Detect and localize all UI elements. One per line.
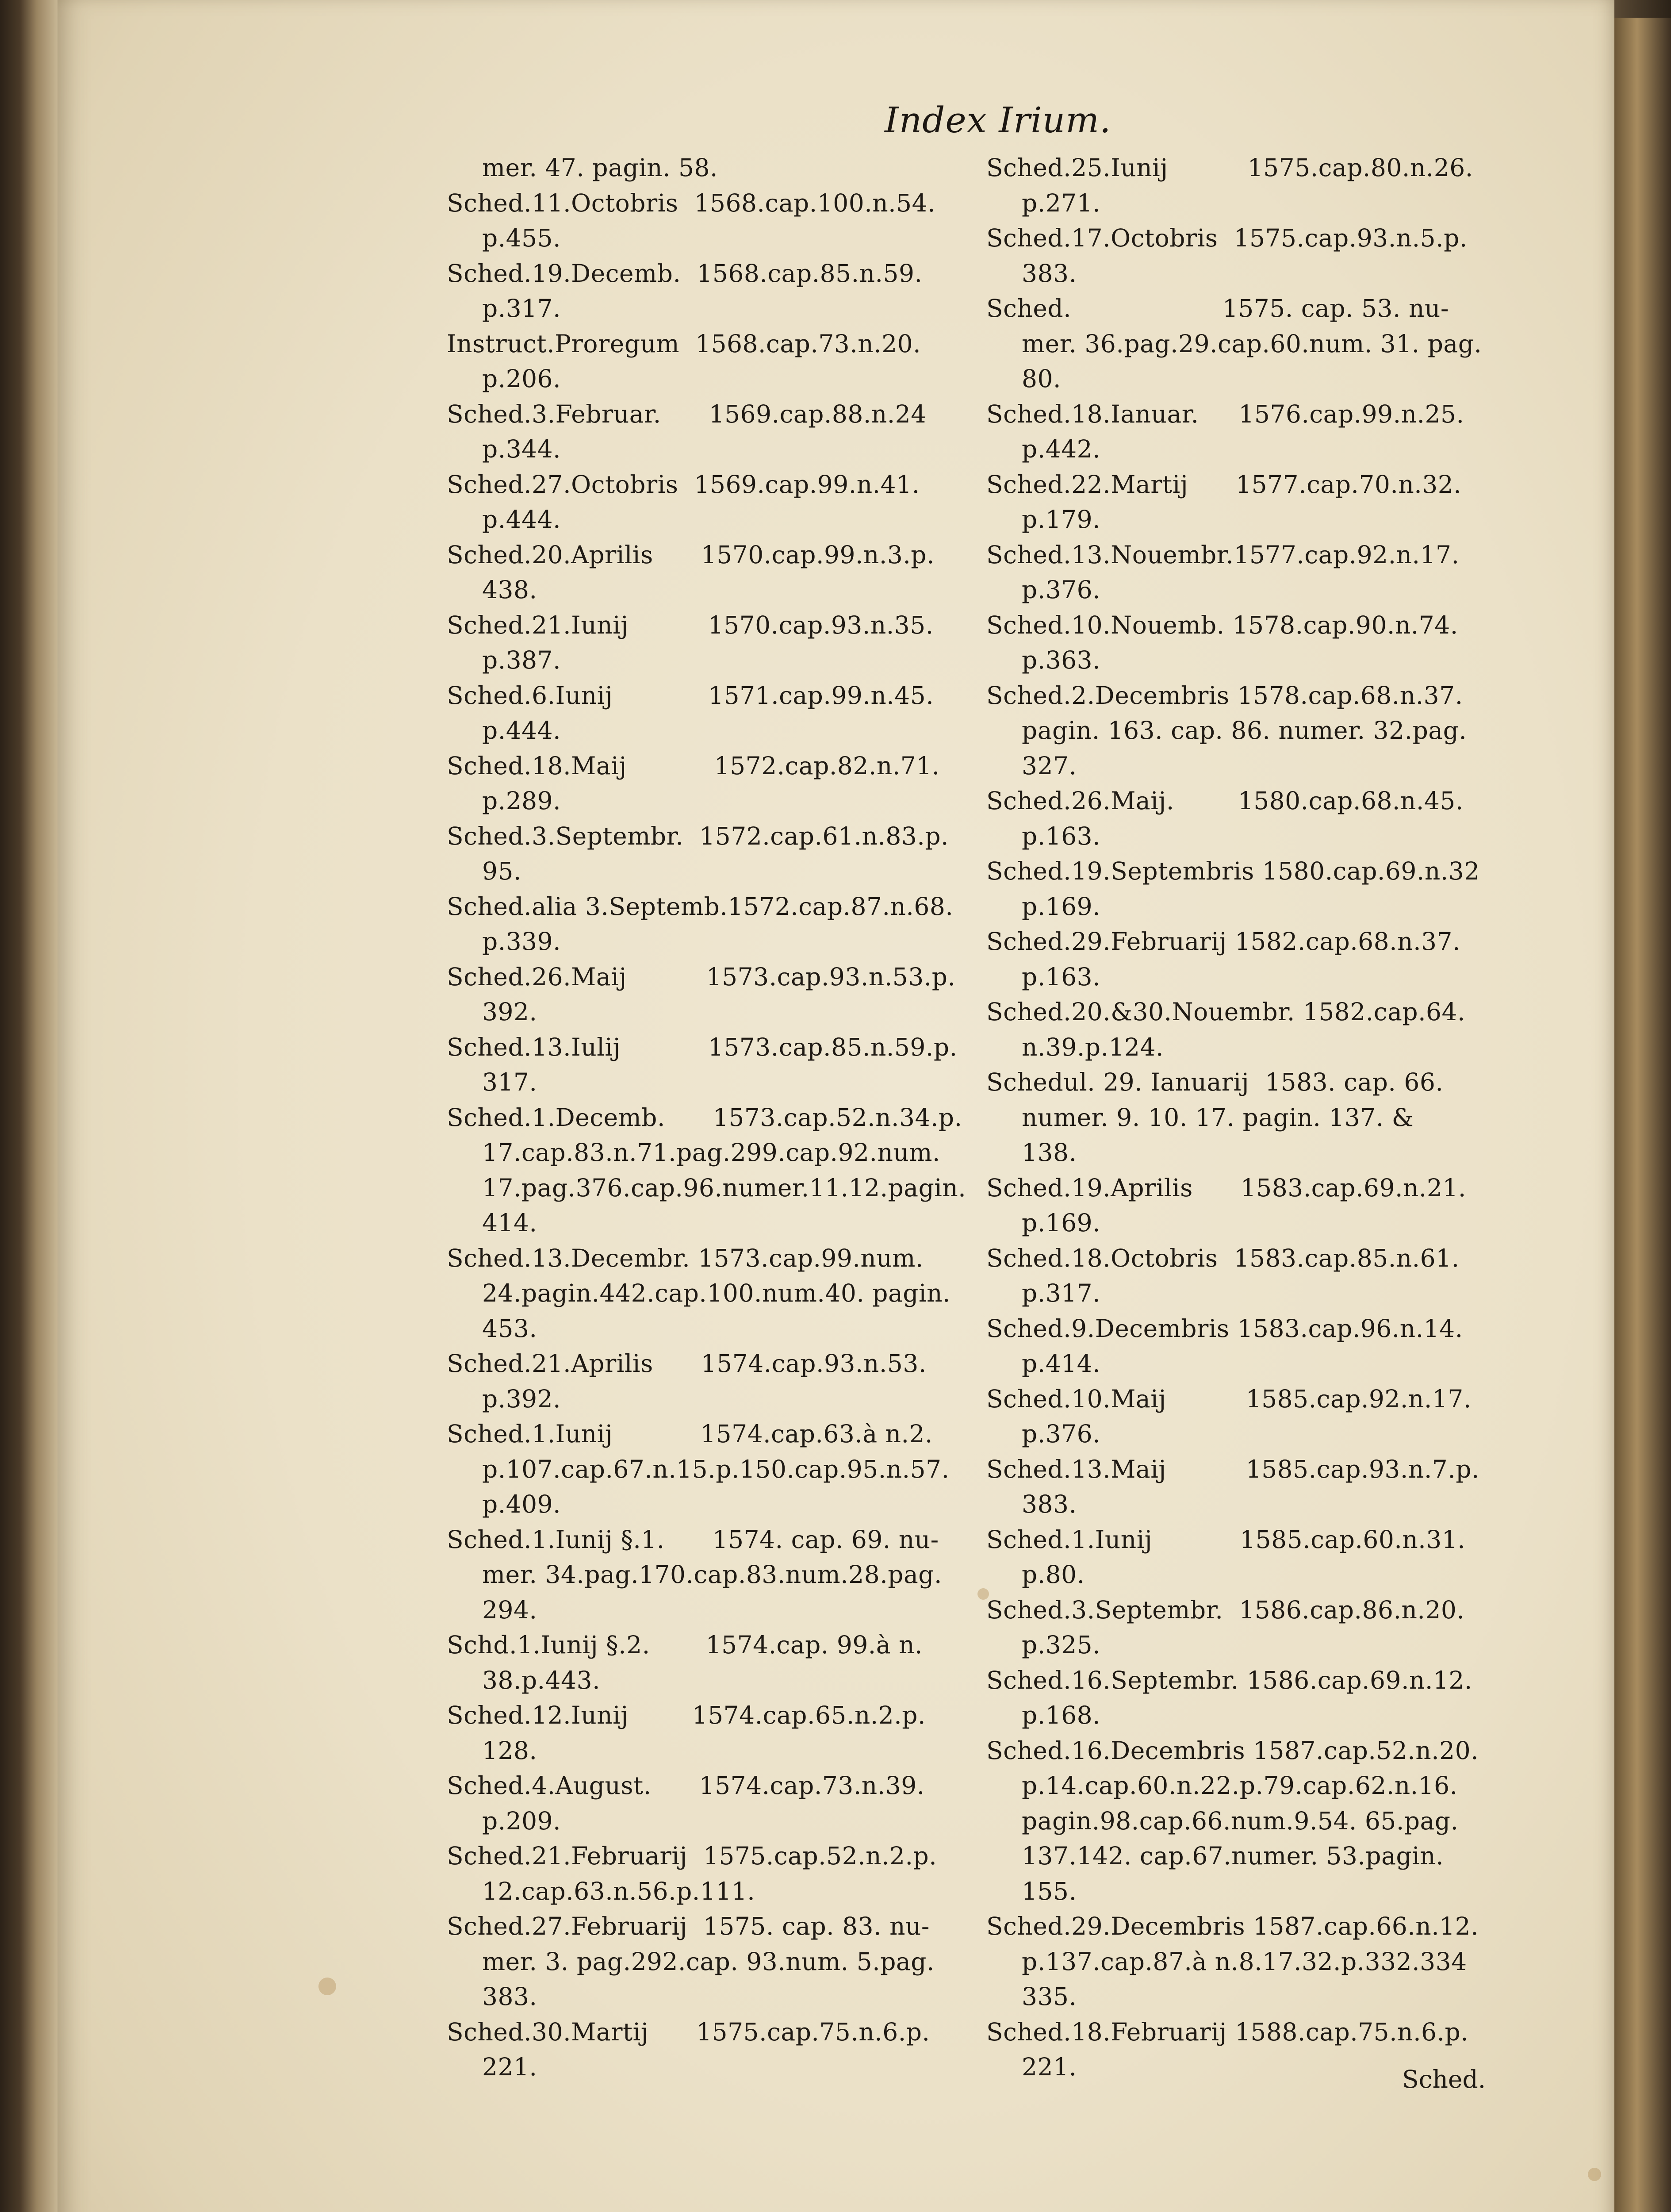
index-entry: Sched.13.Iulij 1573.cap.85.n.59.p. [447, 1033, 958, 1061]
index-entry: Schedul. 29. Ianuarij 1583. cap. 66. [986, 1068, 1444, 1096]
index-entry-continuation: 383. [1022, 1490, 1077, 1518]
index-entry-continuation: p.409. [482, 1490, 561, 1518]
index-entry-continuation: p.339. [482, 927, 561, 956]
index-entry-continuation: p.376. [1022, 1420, 1101, 1448]
index-entry-continuation: 137.142. cap.67.numer. 53.pagin. [1022, 1842, 1444, 1870]
index-entry-continuation: p.289. [482, 787, 561, 815]
index-entry: Sched.18.Maij 1572.cap.82.n.71. [447, 751, 940, 780]
index-entry: Sched.13.Maij 1585.cap.93.n.7.p. [986, 1455, 1479, 1483]
index-entry: Sched.22.Martij 1577.cap.70.n.32. [986, 470, 1462, 499]
index-entry: Sched.13.Decembr. 1573.cap.99.num. [447, 1244, 924, 1272]
index-entry-continuation: 12.cap.63.n.56.p.111. [482, 1877, 755, 1905]
index-entry: Sched.alia 3.Septemb.1572.cap.87.n.68. [447, 892, 954, 921]
index-entry-continuation: 294. [482, 1595, 537, 1624]
index-entry: Sched.6.Iunij 1571.cap.99.n.45. [447, 681, 934, 710]
index-entry-continuation: p.168. [1022, 1701, 1101, 1729]
index-entry-continuation: mer. 36.pag.29.cap.60.num. 31. pag. [1022, 329, 1482, 358]
index-entry-continuation: 95. [482, 857, 521, 885]
index-entry-continuation: 17.pag.376.cap.96.numer.11.12.pagin. [482, 1173, 966, 1202]
index-entry: Sched.4.August. 1574.cap.73.n.39. [447, 1771, 925, 1800]
index-entry: Sched.21.Iunij 1570.cap.93.n.35. [447, 611, 934, 639]
index-entry-continuation: p.317. [482, 294, 561, 323]
index-entry-continuation: p.387. [482, 646, 561, 674]
catchword: Sched. [1402, 2065, 1486, 2093]
index-entry-continuation: 24.pagin.442.cap.100.num.40. pagin. [482, 1279, 951, 1307]
index-entry: Sched.10.Nouemb. 1578.cap.90.n.74. [986, 611, 1458, 639]
index-entry: Sched.10.Maij 1585.cap.92.n.17. [986, 1384, 1472, 1413]
index-entry-continuation: p.179. [1022, 505, 1101, 534]
index-entry: Sched.26.Maij. 1580.cap.68.n.45. [986, 787, 1464, 815]
index-entry-continuation: 155. [1022, 1877, 1077, 1905]
index-entry: Sched.1.Iunij 1585.cap.60.n.31. [986, 1525, 1466, 1554]
index-entry-continuation: mer. 3. pag.292.cap. 93.num. 5.pag. [482, 1947, 935, 1976]
index-entry-continuation: 80. [1022, 365, 1061, 393]
index-entry-continuation: p.80. [1022, 1560, 1085, 1589]
index-entry-continuation: p.455. [482, 224, 561, 252]
index-entry: Sched.16.Septembr. 1586.cap.69.n.12. [986, 1666, 1472, 1694]
left-column [447, 150, 966, 2085]
index-entry: Sched.29.Decembris 1587.cap.66.n.12. [986, 1912, 1479, 1940]
index-entry-continuation: numer. 9. 10. 17. pagin. 137. & [1022, 1103, 1414, 1132]
index-entry: Sched.9.Decembris 1583.cap.96.n.14. [986, 1314, 1463, 1343]
index-entry-continuation: 383. [482, 1982, 537, 2011]
index-entry: Instruct.Proregum 1568.cap.73.n.20. [447, 329, 921, 358]
index-entry-continuation: p.442. [1022, 435, 1101, 463]
index-entry: Sched.16.Decembris 1587.cap.52.n.20. [986, 1736, 1479, 1765]
index-entry-continuation: p.14.cap.60.n.22.p.79.cap.62.n.16. [1022, 1771, 1458, 1800]
index-entry-continuation: p.163. [1022, 822, 1101, 850]
index-entry: Sched.17.Octobris 1575.cap.93.n.5.p. [986, 224, 1468, 252]
index-entry-continuation: 38.p.443. [482, 1666, 601, 1694]
page-right-edge [1614, 18, 1671, 2212]
index-entry: Schd.1.Iunij §.2. 1574.cap. 99.à n. [447, 1631, 923, 1659]
index-entry: Sched.19.Decemb. 1568.cap.85.n.59. [447, 259, 923, 288]
index-entry-continuation: 392. [482, 998, 537, 1026]
foxing-stain [1588, 2168, 1601, 2181]
index-entry: Sched.20.Aprilis 1570.cap.99.n.3.p. [447, 540, 935, 569]
index-entry-continuation: p.317. [1022, 1279, 1101, 1307]
index-entry-continuation: pagin. 163. cap. 86. numer. 32.pag. [1022, 716, 1467, 745]
index-entry: Sched.1.Iunij 1574.cap.63.à n.2. [447, 1420, 933, 1448]
index-entry-continuation: p.271. [1022, 188, 1101, 217]
foxing-stain [318, 1978, 336, 1995]
right-column [986, 150, 1495, 2085]
running-head: Index Irium. [885, 100, 1111, 141]
index-entry-continuation: 335. [1022, 1982, 1077, 2011]
index-entry-continuation: p.169. [1022, 892, 1101, 921]
index-entry-continuation: 221. [482, 2053, 537, 2081]
index-entry-continuation: mer. 47. pagin. 58. [482, 154, 718, 182]
index-entry-continuation: 438. [482, 576, 537, 604]
index-entry-continuation: p.414. [1022, 1349, 1101, 1378]
index-entry: Sched.3.Februar. 1569.cap.88.n.24 [447, 399, 927, 428]
index-entry-continuation: p.107.cap.67.n.15.p.150.cap.95.n.57. [482, 1455, 950, 1483]
index-entry-continuation: 453. [482, 1314, 537, 1343]
index-entry-continuation: pagin.98.cap.66.num.9.54. 65.pag. [1022, 1806, 1459, 1835]
index-entry-continuation: 17.cap.83.n.71.pag.299.cap.92.num. [482, 1138, 940, 1167]
index-entry-continuation: p.363. [1022, 646, 1101, 674]
index-entry-continuation: 414. [482, 1209, 537, 1237]
index-entry: Sched.27.Februarij 1575. cap. 83. nu- [447, 1912, 930, 1940]
index-entry-continuation: p.209. [482, 1806, 561, 1835]
index-entry: Sched.12.Iunij 1574.cap.65.n.2.p. [447, 1701, 926, 1729]
index-entry: Sched.1.Iunij §.1. 1574. cap. 69. nu- [447, 1525, 939, 1554]
index-entry: Sched.30.Martij 1575.cap.75.n.6.p. [447, 2017, 930, 2046]
index-entry: Sched.20.&30.Nouembr. 1582.cap.64. [986, 998, 1466, 1026]
index-entry: Sched.27.Octobris 1569.cap.99.n.41. [447, 470, 920, 499]
index-entry-continuation: p.137.cap.87.à n.8.17.32.p.332.334 [1022, 1947, 1467, 1976]
index-entry-continuation: p.325. [1022, 1631, 1101, 1659]
index-entry-continuation: 138. [1022, 1138, 1077, 1167]
index-entry: Sched.18.Ianuar. 1576.cap.99.n.25. [986, 399, 1464, 428]
index-entry-continuation: p.392. [482, 1384, 561, 1413]
index-entry: Sched. 1575. cap. 53. nu- [986, 294, 1449, 323]
index-entry-continuation: p.376. [1022, 576, 1101, 604]
index-entry: Sched.21.Februarij 1575.cap.52.n.2.p. [447, 1842, 937, 1870]
index-entry: Sched.18.Februarij 1588.cap.75.n.6.p. [986, 2017, 1469, 2046]
index-entry: Sched.18.Octobris 1583.cap.85.n.61. [986, 1244, 1460, 1272]
index-entry: Sched.21.Aprilis 1574.cap.93.n.53. [447, 1349, 927, 1378]
index-entry: Sched.13.Nouembr.1577.cap.92.n.17. [986, 540, 1460, 569]
index-entry-continuation: p.344. [482, 435, 561, 463]
index-entry: Sched.25.Iunij 1575.cap.80.n.26. [986, 154, 1473, 182]
index-entry: Sched.11.Octobris 1568.cap.100.n.54. [447, 188, 936, 217]
index-entry-continuation: n.39.p.124. [1022, 1033, 1164, 1061]
index-entry: Sched.3.Septembr. 1586.cap.86.n.20. [986, 1595, 1465, 1624]
index-entry: Sched.26.Maij 1573.cap.93.n.53.p. [447, 962, 956, 991]
index-entry: Sched.19.Septembris 1580.cap.69.n.32 [986, 857, 1480, 885]
index-entry-continuation: p.444. [482, 505, 561, 534]
index-entry: Sched.1.Decemb. 1573.cap.52.n.34.p. [447, 1103, 962, 1132]
index-entry-continuation: p.163. [1022, 962, 1101, 991]
index-entry-continuation: 221. [1022, 2053, 1077, 2081]
index-entry-continuation: 128. [482, 1736, 537, 1765]
index-entry-continuation: mer. 34.pag.170.cap.83.num.28.pag. [482, 1560, 942, 1589]
index-entry: Sched.2.Decembris 1578.cap.68.n.37. [986, 681, 1463, 710]
index-entry-continuation: p.206. [482, 365, 561, 393]
index-entry-continuation: 317. [482, 1068, 537, 1096]
index-entry: Sched.3.Septembr. 1572.cap.61.n.83.p. [447, 822, 949, 850]
index-entry: Sched.29.Februarij 1582.cap.68.n.37. [986, 927, 1461, 956]
index-entry-continuation: p.444. [482, 716, 561, 745]
index-entry-continuation: 327. [1022, 751, 1077, 780]
index-entry-continuation: p.169. [1022, 1209, 1101, 1237]
index-entry: Sched.19.Aprilis 1583.cap.69.n.21. [986, 1173, 1466, 1202]
index-entry-continuation: 383. [1022, 259, 1077, 288]
